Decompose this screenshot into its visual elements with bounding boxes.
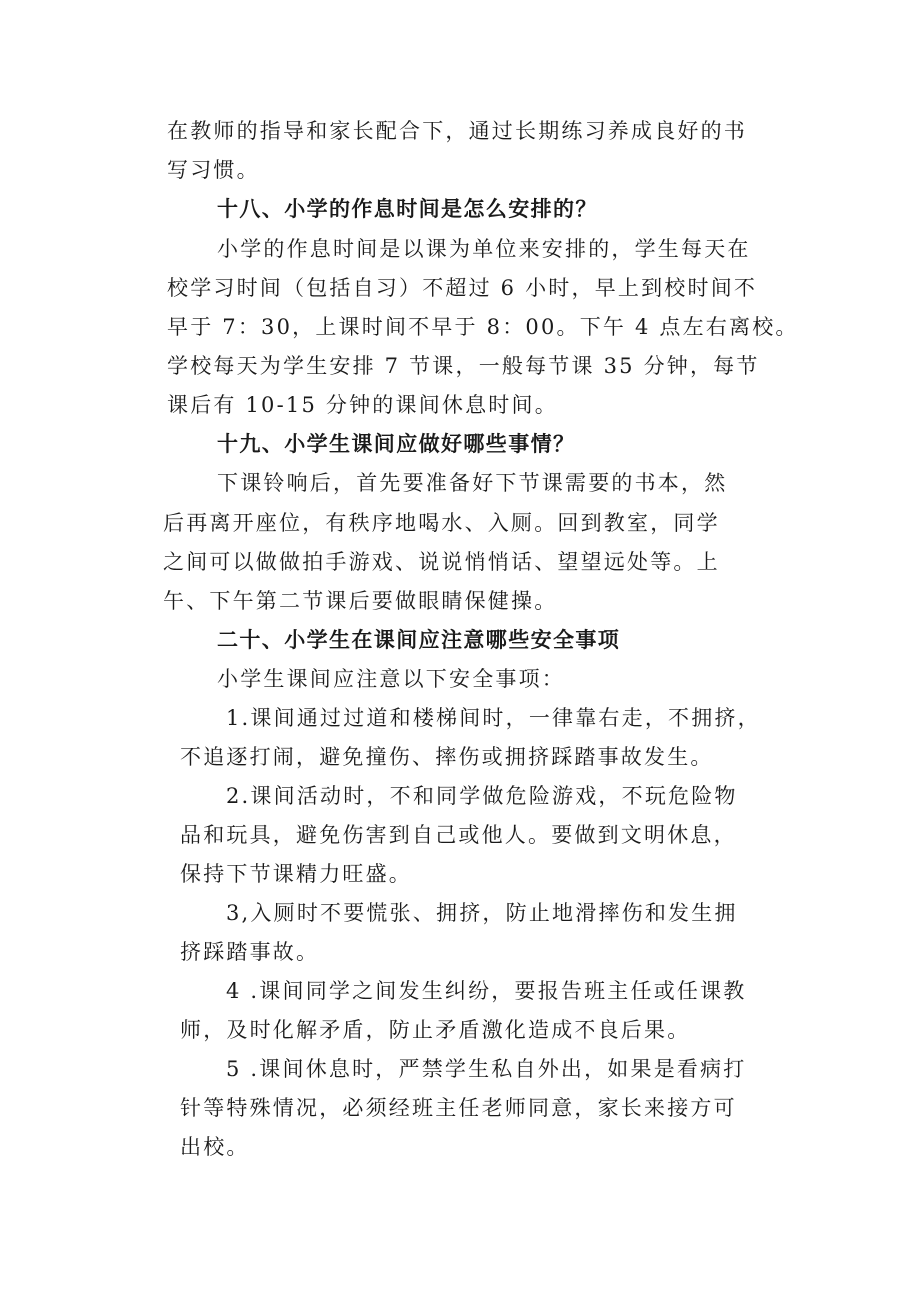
list-item-line: 不追逐打闹，避免撞伤、摔伤或拥挤踩踏事故发生。 xyxy=(180,745,714,769)
list-item-line: 1.课间通过过道和楼梯间时，一律靠右走，不拥挤， xyxy=(226,706,761,730)
paragraph-line: 早于 7：30，上课时间不早于 8：00。下午 4 点左右离校。 xyxy=(167,315,799,339)
paragraph-line: 小学的作息时间是以课为单位来安排的，学生每天在 xyxy=(217,237,751,261)
paragraph-line: 之间可以做做拍手游戏、说说悄悄话、望望远处等。上 xyxy=(163,550,720,574)
paragraph-line: 小学生课间应注意以下安全事项： xyxy=(217,667,565,691)
paragraph-line: 后再离开座位，有秩序地喝水、入厕。回到教室，同学 xyxy=(163,511,720,535)
list-item-line: 出校。 xyxy=(180,1135,250,1159)
paragraph-line: 学校每天为学生安排 7 节课，一般每节课 35 分钟，每节 xyxy=(167,354,760,378)
paragraph-line: 写习惯。 xyxy=(167,158,260,182)
list-item-line: 品和玩具，避免伤害到自己或他人。要做到文明休息， xyxy=(180,823,737,847)
paragraph-line: 在教师的指导和家长配合下，通过长期练习养成良好的书 xyxy=(167,119,747,143)
paragraph-line: 下课铃响后，首先要准备好下节课需要的书本，然 xyxy=(217,471,728,495)
section-heading: 十八、小学的作息时间是怎么安排的？ xyxy=(217,197,598,221)
paragraph-line: 课后有 10-15 分钟的课间休息时间。 xyxy=(167,393,558,417)
list-item-line: 保持下节课精力旺盛。 xyxy=(180,862,412,886)
list-item-line: 3,入厕时不要慌张、拥挤，防止地滑摔伤和发生拥 xyxy=(226,901,738,925)
list-item-line: 师，及时化解矛盾，防止矛盾激化造成不良后果。 xyxy=(180,1018,691,1042)
list-item-line: 挤踩踏事故。 xyxy=(180,940,320,964)
list-item-line: 针等特殊情况，必须经班主任老师同意，家长来接方可 xyxy=(180,1096,737,1120)
section-heading: 十九、小学生课间应做好哪些事情？ xyxy=(217,432,576,456)
list-item-line: 5 .课间休息时，严禁学生私自外出，如果是看病打 xyxy=(226,1057,747,1081)
list-item-line: 4 .课间同学之间发生纠纷，要报告班主任或任课教 xyxy=(226,979,747,1003)
paragraph-line: 校学习时间（包括自习）不超过 6 小时，早上到校时间不 xyxy=(167,276,758,300)
list-item-line: 2.课间活动时，不和同学做危险游戏，不玩危险物 xyxy=(226,784,738,808)
section-heading: 二十、小学生在课间应注意哪些安全事项 xyxy=(217,628,621,652)
paragraph-line: 午、下午第二节课后要做眼睛保健操。 xyxy=(163,589,558,613)
